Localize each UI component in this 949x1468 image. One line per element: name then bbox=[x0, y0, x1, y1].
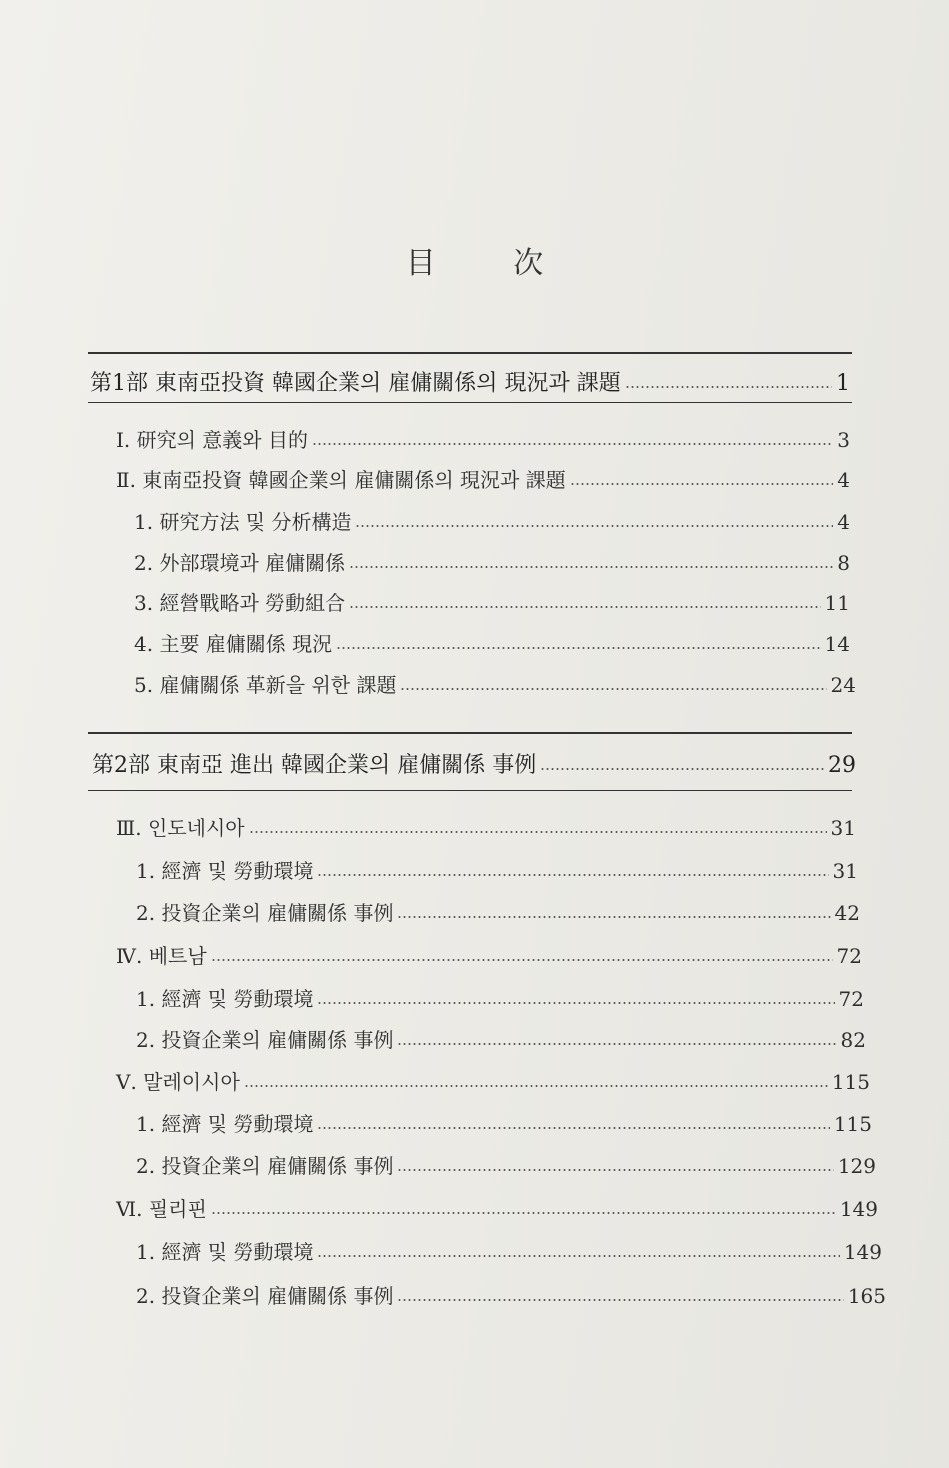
toc-entry-label: 2. 投資企業의 雇傭關係 事例 bbox=[136, 901, 394, 925]
toc-entry-label: 3. 經營戰略과 勞動組合 bbox=[134, 591, 346, 615]
toc-entry-page: 11 bbox=[824, 591, 850, 615]
toc-entry-page: 24 bbox=[830, 673, 856, 697]
leader-dots bbox=[397, 916, 830, 918]
leader-dots bbox=[312, 443, 833, 445]
leader-dots bbox=[336, 647, 820, 649]
toc-entry-label: Ⅱ. 東南亞投資 韓國企業의 雇傭關係의 現況과 課題 bbox=[116, 468, 566, 492]
leader-dots bbox=[397, 1043, 836, 1045]
leader-dots bbox=[317, 1002, 834, 1004]
toc-entry[interactable] bbox=[136, 855, 858, 884]
part1-top-rule bbox=[88, 352, 852, 354]
leader-dots bbox=[317, 1255, 839, 1257]
toc-part-2-label: 第2部 東南亞 進出 韓國企業의 雇傭關係 事例 bbox=[92, 753, 537, 778]
toc-entry[interactable] bbox=[134, 669, 856, 698]
toc-entry[interactable] bbox=[136, 983, 864, 1012]
leader-dots bbox=[625, 386, 832, 388]
toc-entry[interactable] bbox=[136, 1150, 876, 1179]
toc-entry-label: 2. 投資企業의 雇傭關係 事例 bbox=[136, 1284, 394, 1308]
toc-entry-page: 149 bbox=[843, 1240, 882, 1264]
toc-entry-label: Ⅲ. 인도네시아 bbox=[116, 816, 245, 840]
toc-entry[interactable] bbox=[134, 506, 850, 535]
toc-entry-label: 1. 經濟 및 勞動環境 bbox=[136, 1240, 314, 1264]
leader-dots bbox=[349, 606, 820, 608]
toc-entry-label: Ⅵ. 필리핀 bbox=[116, 1197, 207, 1221]
toc-entry[interactable] bbox=[134, 628, 850, 657]
toc-part-1-label: 第1部 東南亞投資 韓國企業의 雇傭關係의 現況과 課題 bbox=[90, 371, 621, 396]
toc-entry[interactable] bbox=[136, 1108, 872, 1137]
toc-entry-label: 2. 外部環境과 雇傭關係 bbox=[134, 551, 346, 575]
toc-entry-label: 4. 主要 雇傭關係 現況 bbox=[134, 632, 333, 656]
toc-entry-page: 31 bbox=[830, 816, 856, 840]
toc-entry-page: 8 bbox=[837, 551, 850, 575]
toc-entry-label: 1. 經濟 및 勞動環境 bbox=[136, 1112, 314, 1136]
leader-dots bbox=[244, 1085, 828, 1087]
toc-entry-page: 149 bbox=[839, 1197, 878, 1221]
toc-entry[interactable] bbox=[116, 940, 862, 969]
part2-bottom-rule bbox=[88, 790, 852, 791]
toc-entry-page: 4 bbox=[837, 468, 850, 492]
toc-entry-page: 31 bbox=[832, 859, 858, 883]
toc-entry-label: 5. 雇傭關係 革新을 위한 課題 bbox=[134, 673, 397, 697]
toc-entry-page: 72 bbox=[836, 944, 862, 968]
toc-entry-label: 1. 經濟 및 勞動環境 bbox=[136, 859, 314, 883]
toc-entry[interactable] bbox=[136, 1024, 866, 1053]
toc-part-1[interactable] bbox=[90, 366, 850, 397]
toc-entry-label: 1. 研究方法 및 分析構造 bbox=[134, 510, 352, 534]
toc-entry[interactable] bbox=[116, 812, 856, 841]
leader-dots bbox=[355, 525, 833, 527]
leader-dots bbox=[249, 831, 827, 833]
leader-dots bbox=[400, 688, 826, 690]
toc-entry-page: 129 bbox=[837, 1154, 876, 1178]
toc-entry-page: 115 bbox=[833, 1112, 872, 1136]
leader-dots bbox=[397, 1169, 833, 1171]
leader-dots bbox=[540, 768, 824, 770]
toc-entry[interactable] bbox=[116, 424, 850, 453]
page-title: 目 次 bbox=[405, 246, 578, 281]
part1-bottom-rule bbox=[88, 402, 852, 403]
toc-entry-page: 72 bbox=[838, 987, 864, 1011]
toc-part-2[interactable] bbox=[92, 748, 856, 779]
toc-entry[interactable] bbox=[134, 587, 850, 616]
toc-part-2-page: 29 bbox=[828, 753, 856, 778]
toc-entry-page: 82 bbox=[840, 1028, 866, 1052]
toc-entry-page: 3 bbox=[837, 428, 850, 452]
toc-part-1-page: 1 bbox=[836, 371, 850, 396]
leader-dots bbox=[397, 1299, 843, 1301]
leader-dots bbox=[349, 566, 833, 568]
toc-entry-label: 2. 投資企業의 雇傭關係 事例 bbox=[136, 1154, 394, 1178]
toc-entry-page: 42 bbox=[834, 901, 860, 925]
toc-entry-label: Ⅰ. 研究의 意義와 目的 bbox=[116, 428, 308, 452]
toc-entry[interactable] bbox=[116, 464, 850, 493]
toc-entry-page: 165 bbox=[847, 1284, 886, 1308]
toc-entry[interactable] bbox=[136, 1280, 886, 1309]
toc-entry-label: 2. 投資企業의 雇傭關係 事例 bbox=[136, 1028, 394, 1052]
toc-entry[interactable] bbox=[136, 897, 860, 926]
leader-dots bbox=[211, 1212, 836, 1214]
toc-entry[interactable] bbox=[136, 1236, 882, 1265]
leader-dots bbox=[317, 1127, 829, 1129]
toc-entry-label: Ⅴ. 말레이시아 bbox=[116, 1070, 240, 1094]
toc-entry[interactable] bbox=[116, 1066, 870, 1095]
toc-entry-label: Ⅳ. 베트남 bbox=[116, 944, 207, 968]
leader-dots bbox=[211, 959, 833, 961]
toc-entry-page: 14 bbox=[824, 632, 850, 656]
toc-entry-label: 1. 經濟 및 勞動環境 bbox=[136, 987, 314, 1011]
toc-entry-page: 115 bbox=[831, 1070, 870, 1094]
leader-dots bbox=[570, 483, 834, 485]
leader-dots bbox=[317, 874, 828, 876]
toc-entry[interactable] bbox=[116, 1193, 878, 1222]
part2-top-rule bbox=[88, 732, 852, 734]
toc-entry[interactable] bbox=[134, 547, 850, 576]
toc-entry-page: 4 bbox=[837, 510, 850, 534]
